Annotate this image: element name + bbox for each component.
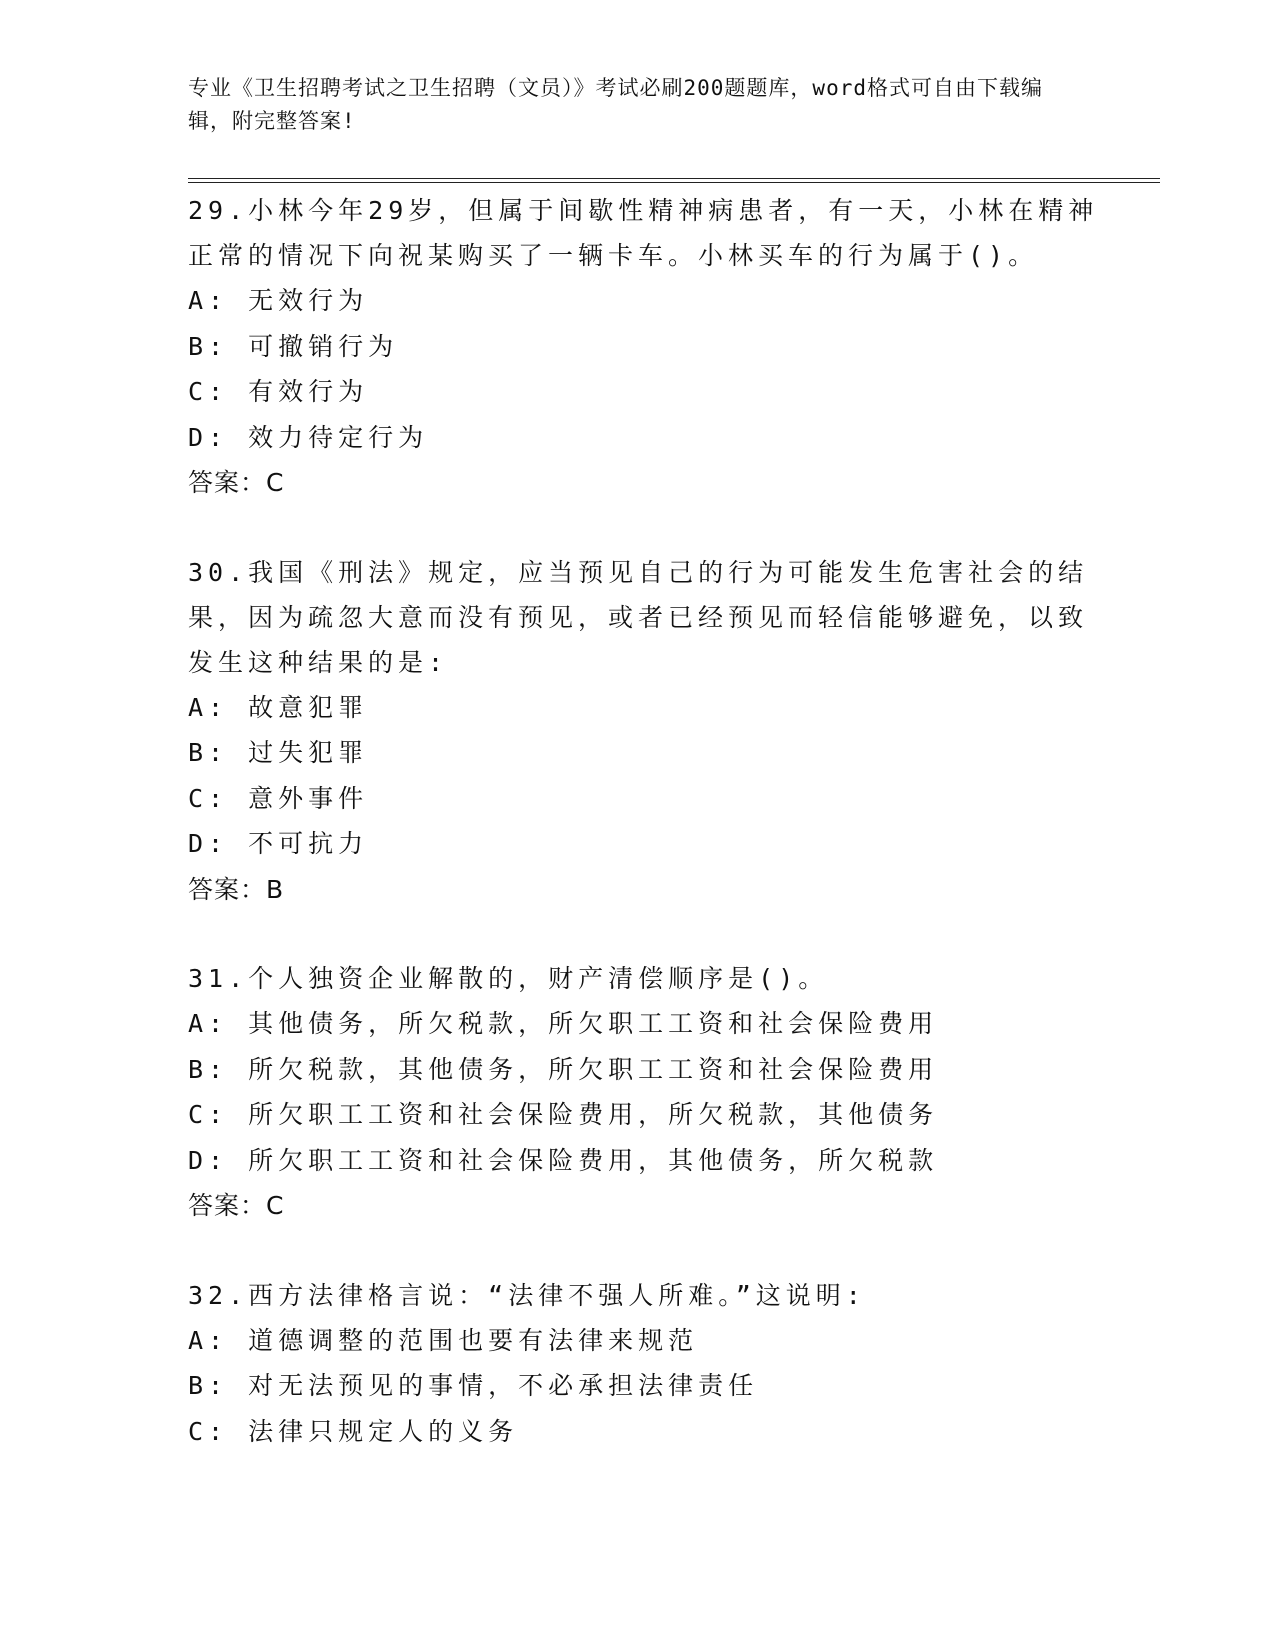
answer-line: 答案：B bbox=[188, 874, 285, 904]
document-header bbox=[188, 72, 1068, 138]
option-a: A: 其他债务，所欠税款，所欠职工工资和社会保险费用 bbox=[188, 1009, 939, 1038]
option-a: A: 故意犯罪 bbox=[188, 692, 369, 722]
option-b: B: 对无法预见的事情，不必承担法律责任 bbox=[188, 1371, 759, 1400]
question-text: 29.小林今年29岁，但属于间歇性精神病患者，有一天，小林在精神正常的情况下向祝某购买了一辆卡车。小林买车的行为属于()。 bbox=[188, 196, 1099, 270]
option-a: A: 无效行为 bbox=[188, 286, 369, 315]
option-d: D: 所欠职工工资和社会保险费用，其他债务，所欠税款 bbox=[188, 1145, 939, 1175]
option-a: A: 道德调整的范围也要有法律来规范 bbox=[188, 1325, 699, 1355]
question-text: 32.西方法律格言说：“法律不强人所难。”这说明: bbox=[188, 1280, 866, 1310]
option-d: D: 不可抗力 bbox=[188, 829, 369, 858]
answer-line: 答案：C bbox=[188, 1191, 285, 1220]
option-c: C: 有效行为 bbox=[188, 377, 369, 406]
option-c: C: 所欠职工工资和社会保险费用，所欠税款，其他债务 bbox=[188, 1100, 939, 1129]
option-c: C: 法律只规定人的义务 bbox=[188, 1416, 519, 1446]
question-text: 31.个人独资企业解散的，财产清偿顺序是()。 bbox=[188, 964, 829, 993]
header-title: 专业《卫生招聘考试之卫生招聘（文员）》考试必刷200题题库，word格式可自由下载编辑，附完整答案! bbox=[188, 76, 1043, 133]
option-c: C: 意外事件 bbox=[188, 783, 369, 813]
header-divider bbox=[188, 178, 1160, 183]
question-32 bbox=[188, 1273, 1108, 1455]
option-b: B: 所欠税款，其他债务，所欠职工工资和社会保险费用 bbox=[188, 1054, 939, 1084]
option-b: B: 可撤销行为 bbox=[188, 331, 399, 361]
question-29 bbox=[188, 188, 1108, 506]
option-b: B: 过失犯罪 bbox=[188, 738, 369, 767]
question-30 bbox=[188, 550, 1108, 913]
question-31 bbox=[188, 956, 1108, 1229]
answer-line: 答案：C bbox=[188, 468, 285, 497]
option-d: D: 效力待定行为 bbox=[188, 422, 429, 452]
question-list bbox=[188, 188, 1108, 1498]
question-text: 30.我国《刑法》规定，应当预见自己的行为可能发生危害社会的结果，因为疏忽大意而没有预见，或者已经预见而轻信能够避免，以致发生这种结果的是: bbox=[188, 557, 1089, 677]
